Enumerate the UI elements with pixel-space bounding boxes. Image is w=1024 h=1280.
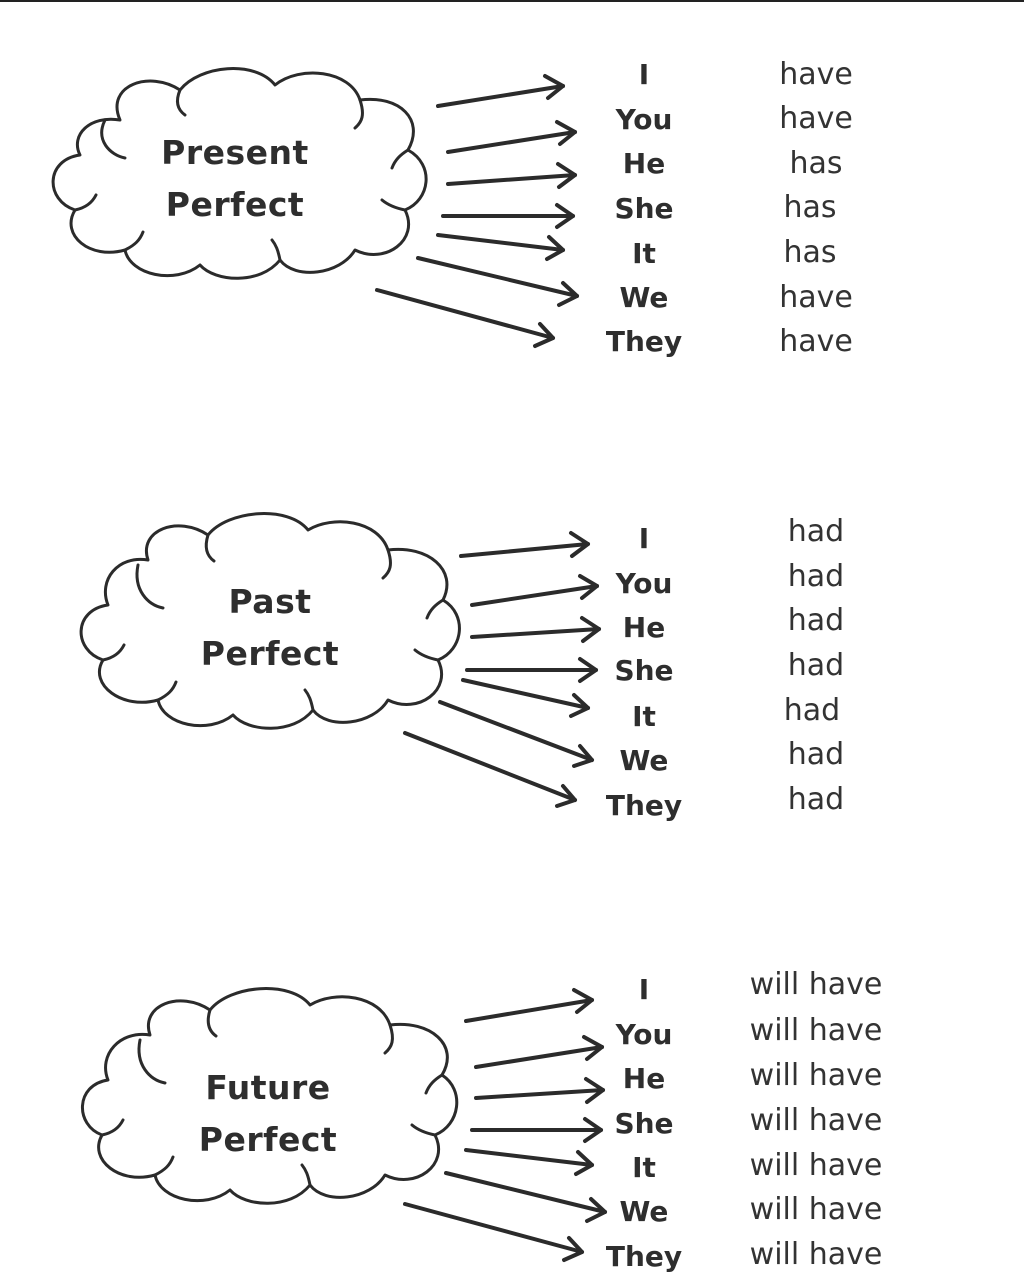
auxiliary-verb: had xyxy=(787,603,845,638)
pronoun: It xyxy=(632,1151,656,1184)
arrow-1 xyxy=(461,533,588,556)
title-line-1: Past xyxy=(228,582,312,621)
arrow-7 xyxy=(405,1204,582,1260)
present-perfect-section xyxy=(0,0,1024,400)
pronoun: It xyxy=(632,700,656,733)
auxiliary-verb: has xyxy=(783,235,837,270)
pronoun: You xyxy=(615,103,673,136)
auxiliary-verb: will have xyxy=(749,1013,883,1048)
pronoun: She xyxy=(614,1107,674,1140)
arrow-5 xyxy=(438,235,563,259)
pronoun: You xyxy=(615,1018,673,1051)
past-perfect-section xyxy=(0,470,1024,850)
auxiliary-verb: have xyxy=(779,324,853,359)
auxiliary-verb: had xyxy=(787,737,845,772)
arrow-6 xyxy=(418,258,577,305)
title-line-2: Perfect xyxy=(165,185,305,224)
title-line-1: Future xyxy=(205,1068,331,1107)
title-line-2: Perfect xyxy=(198,1120,338,1159)
arrow-2 xyxy=(472,576,597,605)
arrow-5 xyxy=(463,680,588,716)
auxiliary-verb: had xyxy=(783,693,841,728)
auxiliary-verb: will have xyxy=(749,1058,883,1093)
auxiliary-verb: will have xyxy=(749,1148,883,1183)
pronoun: He xyxy=(622,611,666,644)
auxiliary-verb: has xyxy=(789,146,843,181)
arrow-1 xyxy=(438,76,563,106)
auxiliary-verb: had xyxy=(787,782,845,817)
pronoun: I xyxy=(638,58,650,91)
arrow-4 xyxy=(443,205,573,227)
arrow-3 xyxy=(472,618,599,641)
future-perfect-section xyxy=(0,930,1024,1280)
auxiliary-verb: has xyxy=(783,190,837,225)
pronoun: I xyxy=(638,973,650,1006)
auxiliary-verb: will have xyxy=(749,1192,883,1227)
auxiliary-verb: have xyxy=(779,280,853,315)
arrow-1 xyxy=(466,990,592,1021)
auxiliary-verb: had xyxy=(787,559,845,594)
pronoun: I xyxy=(638,522,650,555)
arrow-4 xyxy=(467,659,596,681)
arrow-4 xyxy=(472,1119,601,1141)
pronoun: She xyxy=(614,654,674,687)
pronoun: We xyxy=(619,1195,669,1228)
pronoun: They xyxy=(605,789,683,822)
arrow-7 xyxy=(377,290,553,346)
pronoun: It xyxy=(632,237,656,270)
auxiliary-verb: had xyxy=(787,648,845,683)
pronoun: We xyxy=(619,744,669,777)
arrow-3 xyxy=(448,164,575,187)
pronoun: They xyxy=(605,1240,683,1273)
arrow-5 xyxy=(466,1150,592,1174)
auxiliary-verb: have xyxy=(779,57,853,92)
pronoun: You xyxy=(615,567,673,600)
pronoun: He xyxy=(622,147,666,180)
auxiliary-verb: will have xyxy=(749,967,883,1002)
auxiliary-verb: will have xyxy=(749,1237,883,1272)
arrow-2 xyxy=(448,122,575,152)
arrow-6 xyxy=(446,1173,605,1221)
title-line-2: Perfect xyxy=(200,634,340,673)
pronoun: She xyxy=(614,192,674,225)
auxiliary-verb: have xyxy=(779,101,853,136)
title-line-1: Present xyxy=(161,133,309,172)
pronoun: They xyxy=(605,325,683,358)
auxiliary-verb: had xyxy=(787,514,845,549)
auxiliary-verb: will have xyxy=(749,1103,883,1138)
pronoun: He xyxy=(622,1062,666,1095)
pronoun: We xyxy=(619,281,669,314)
